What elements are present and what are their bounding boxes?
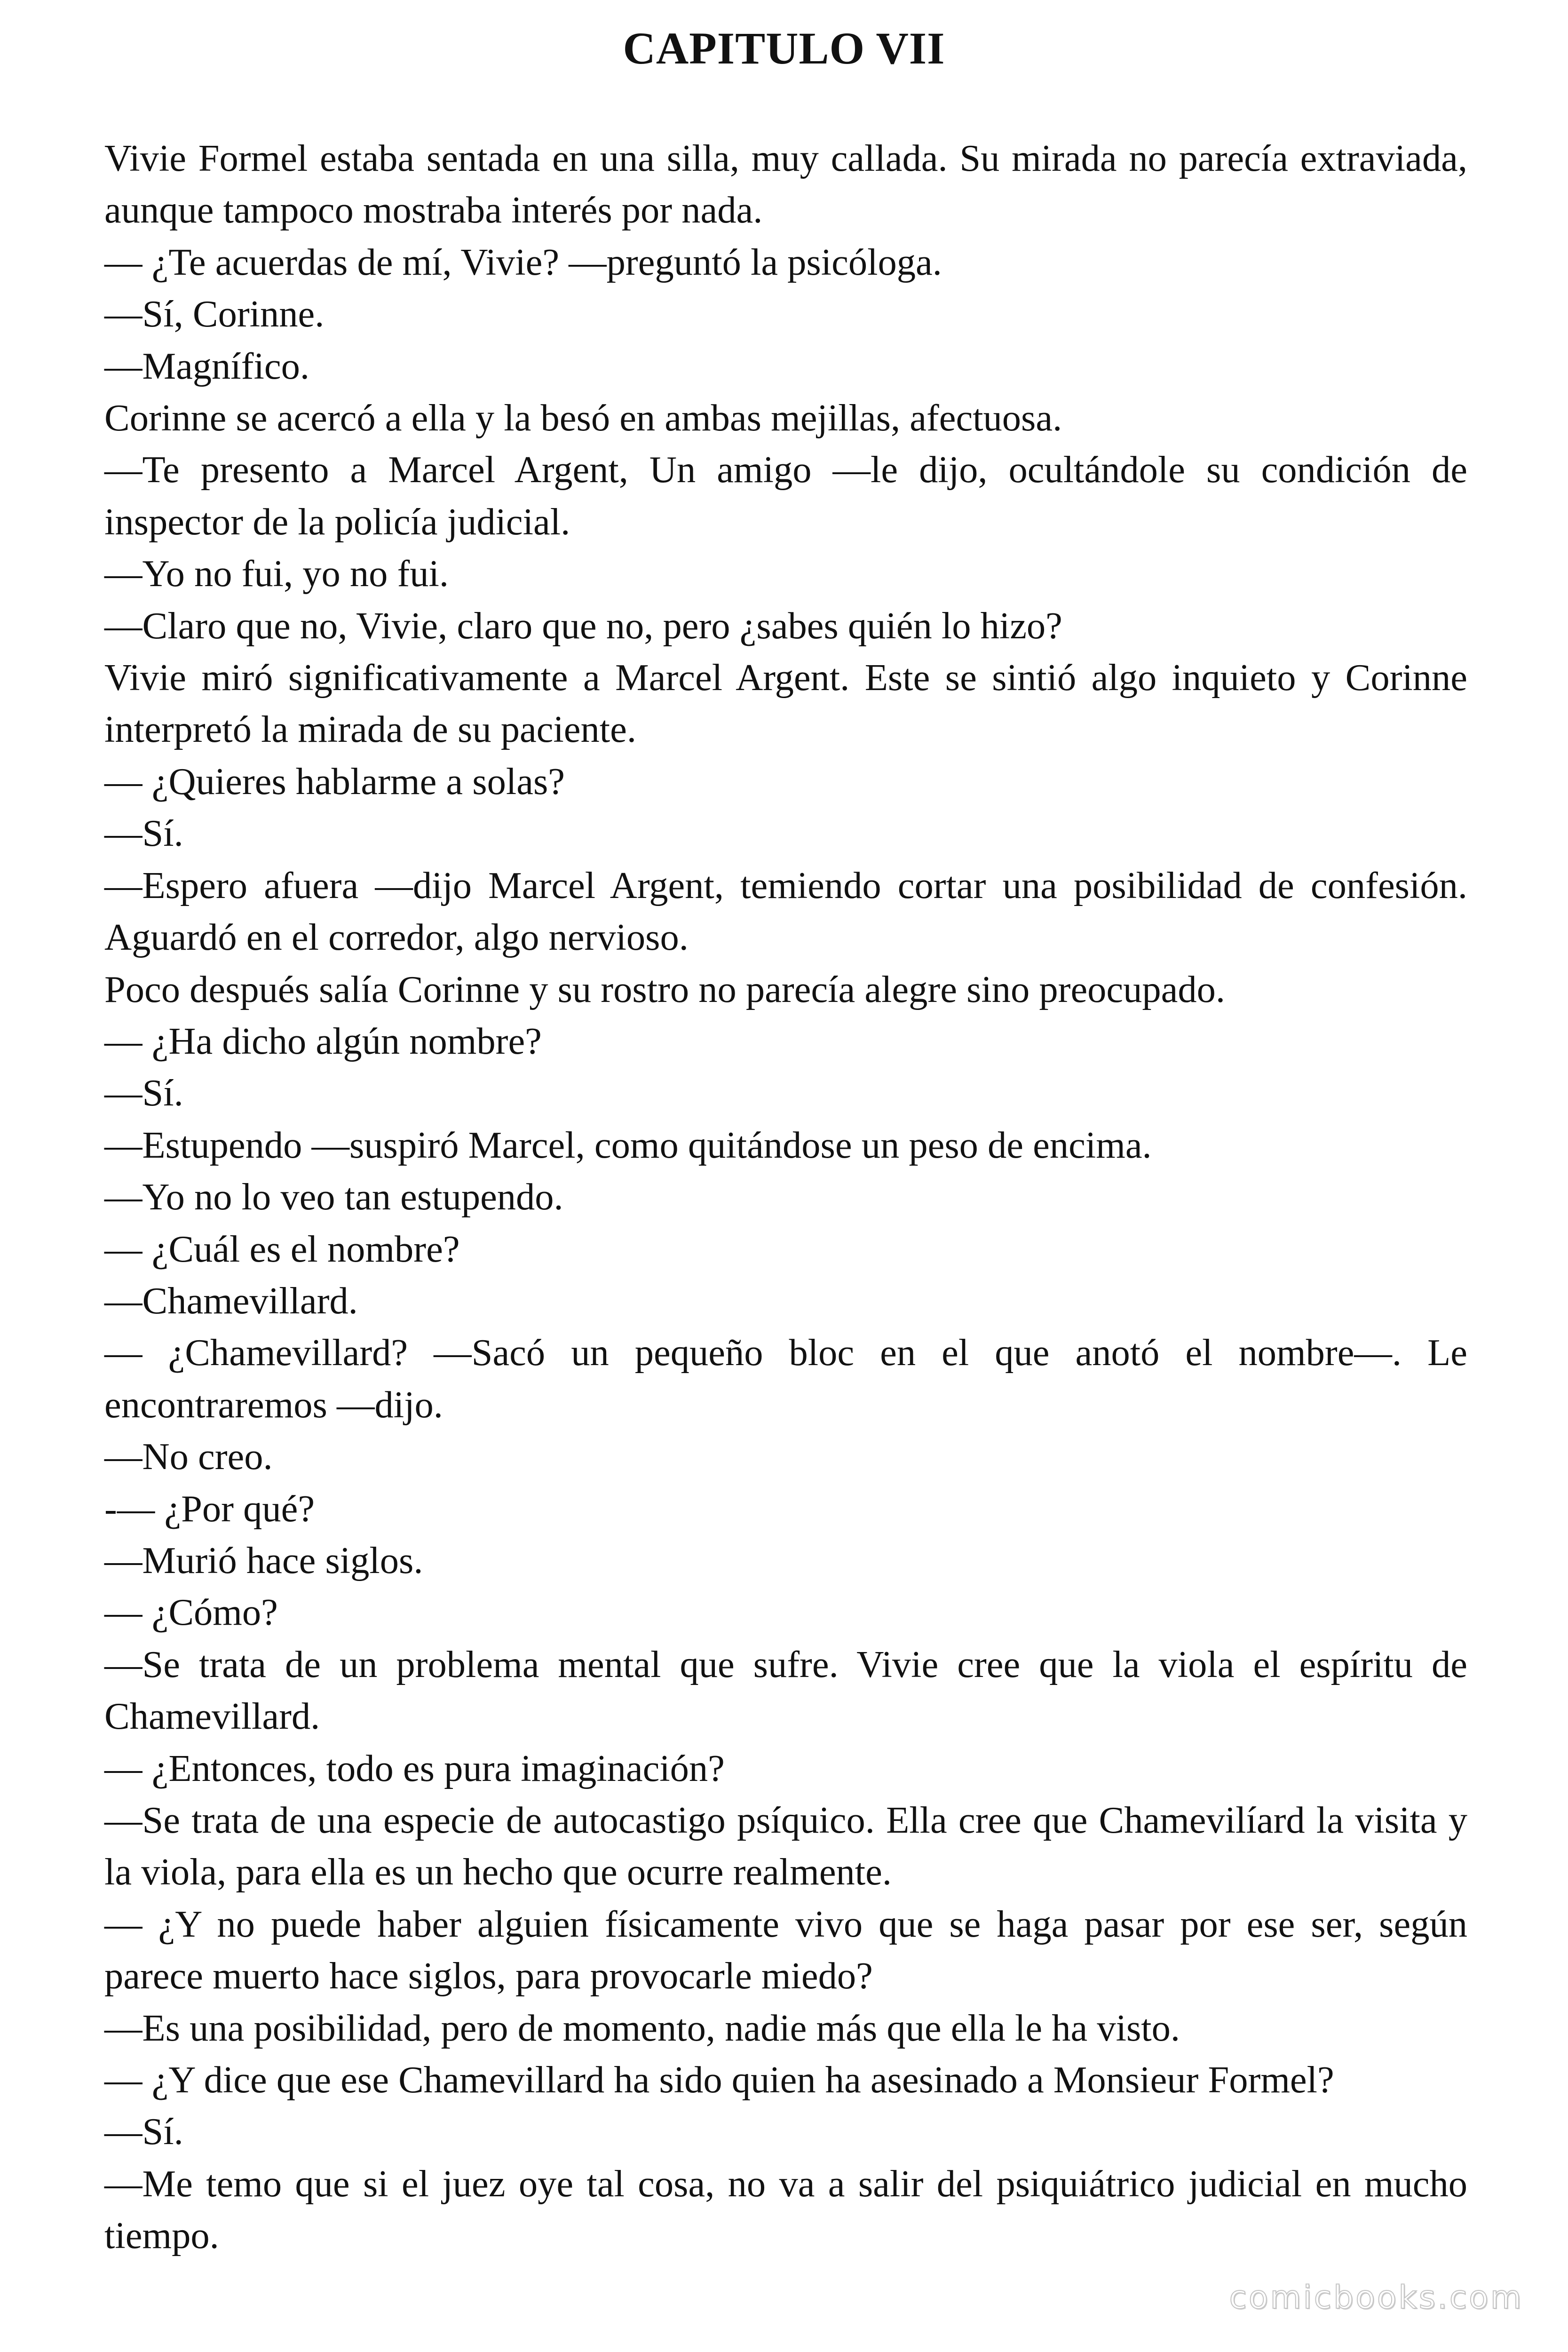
paragraph: —Te presento a Marcel Argent, Un amigo —le dijo, ocultándole su condición de inspector de la policía judicial. xyxy=(104,449,1467,543)
paragraph: —No creo. xyxy=(104,1436,273,1478)
paragraph: —Es una posibilidad, pero de momento, nadie más que ella le ha visto. xyxy=(104,2007,1180,2049)
paragraph: Vivie Formel estaba sentada en una silla, muy callada. Su mirada no parecía extraviada, aunque tampoco mostraba interés por nada. xyxy=(104,137,1467,231)
paragraph: — ¿Cuál es el nombre? xyxy=(104,1228,460,1270)
chapter-title: CAPITULO VII xyxy=(623,23,945,73)
paragraph: —Sí, Corinne. xyxy=(104,293,325,335)
paragraph: —Estupendo —suspiró Marcel, como quitándose un peso de encima. xyxy=(104,1124,1152,1166)
paragraph: —Me temo que si el juez oye tal cosa, no va a salir del psiquiátrico judicial en mucho tiempo. xyxy=(104,2162,1467,2257)
paragraph: —Se trata de un problema mental que sufre. Vivie cree que la viola el espíritu de Chamevillard. xyxy=(104,1643,1467,1738)
paragraph: —Claro que no, Vivie, claro que no, pero ¿sabes quién lo hizo? xyxy=(104,604,1062,647)
paragraph: —Sí. xyxy=(104,2111,183,2153)
paragraph: -— ¿Por qué? xyxy=(104,1487,315,1530)
paragraph: —Chamevillard. xyxy=(104,1279,358,1322)
paragraph: Poco después salía Corinne y su rostro no parecía alegre sino preocupado. xyxy=(104,968,1226,1010)
paragraph: — ¿Ha dicho algún nombre? xyxy=(104,1020,542,1062)
paragraph: Corinne se acercó a ella y la besó en ambas mejillas, afectuosa. xyxy=(104,397,1062,439)
paragraph: —Murió hace siglos. xyxy=(104,1539,423,1581)
chapter-body xyxy=(104,133,1467,2262)
paragraph: —Sí. xyxy=(104,1072,183,1114)
paragraph: —Magnífico. xyxy=(104,345,309,387)
paragraph: — ¿Cómo? xyxy=(104,1591,278,1634)
paragraph: Vivie miró significativamente a Marcel Argent. Este se sintió algo inquieto y Corinne interpretó la mirada de su paciente. xyxy=(104,657,1467,751)
watermark-logo: comicbooks.com xyxy=(1229,2279,1523,2316)
paragraph: —Espero afuera —dijo Marcel Argent, temiendo cortar una posibilidad de confesión. Aguardó en el corredor, algo nervioso. xyxy=(104,864,1467,959)
paragraph: —Se trata de una especie de autocastigo psíquico. Ella cree que Chamevilíard la visita y la viola, para ella es un hecho que ocurre realmente. xyxy=(104,1799,1467,1893)
paragraph: — ¿Y dice que ese Chamevillard ha sido quien ha asesinado a Monsieur Formel? xyxy=(104,2059,1334,2101)
paragraph: —Yo no fui, yo no fui. xyxy=(104,553,449,595)
paragraph: — ¿Y no puede haber alguien físicamente vivo que se haga pasar por ese ser, según parece muerto hace siglos, para provocarle miedo? xyxy=(104,1903,1467,1997)
paragraph: — ¿Entonces, todo es pura imaginación? xyxy=(104,1747,725,1789)
paragraph: —Sí. xyxy=(104,812,183,855)
paragraph: — ¿Chamevillard? —Sacó un pequeño bloc en el que anotó el nombre—. Le encontraremos —dijo. xyxy=(104,1332,1467,1426)
paragraph: —Yo no lo veo tan estupendo. xyxy=(104,1176,563,1218)
paragraph: — ¿Te acuerdas de mí, Vivie? —preguntó la psicóloga. xyxy=(104,241,942,283)
paragraph: — ¿Quieres hablarme a solas? xyxy=(104,760,565,803)
